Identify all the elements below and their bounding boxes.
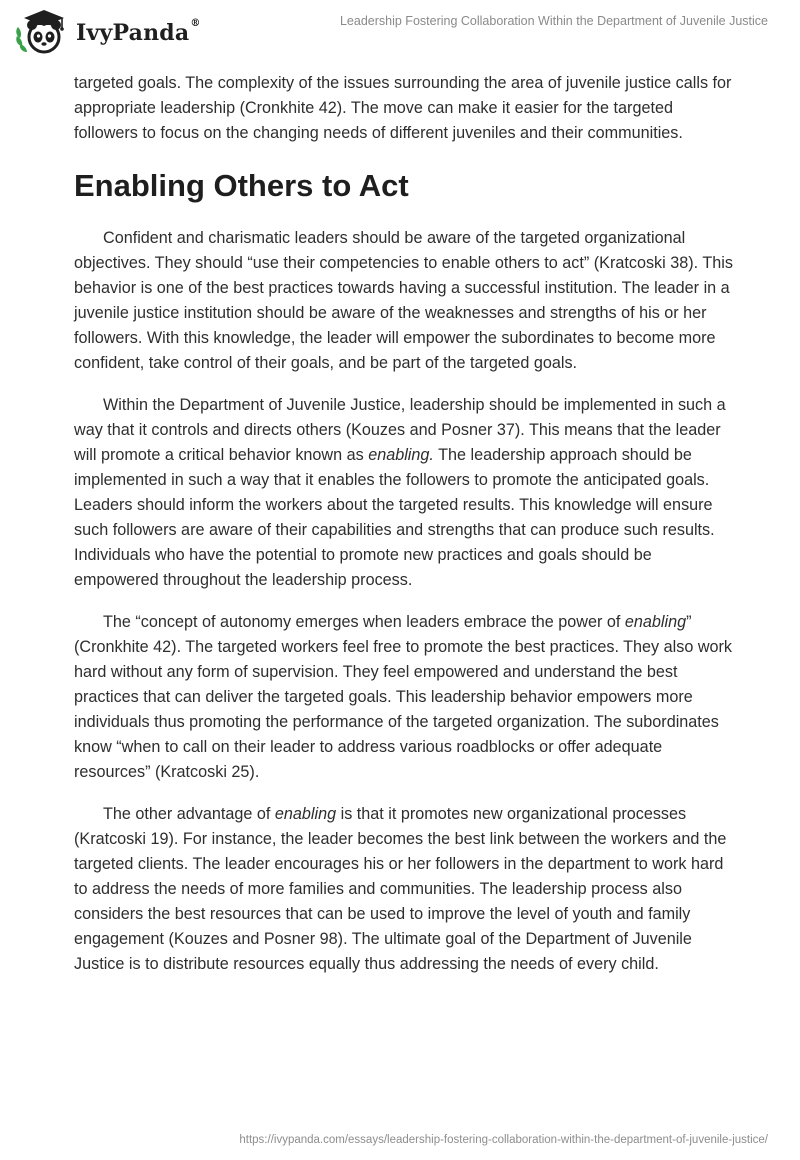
paragraph-4-text-start: The other advantage of (103, 805, 275, 823)
brand-name: IvyPanda® (76, 18, 201, 46)
paragraph-3-emphasis: enabling (624, 613, 687, 631)
paragraph-2-text-start: Within the Department of Juvenile Justice, leadership should be implemented in such a way that it controls and directs others (Kouzes and Posner 37). This means that the leader will promote a critical behavior known as (74, 396, 726, 464)
panda-graduate-icon (14, 8, 70, 56)
paragraph-3-text-end: ” (Cronkhite 42). The targeted workers feel free to promote the best practices. They also work hard without any form of supervision. They feel empowered and understand the best practices that can deliver the targeted goals. This leadership behavior empowers more individuals thus promoting the performance of the targeted organization. The subordinates know “when to call on their leader to address various roadblocks or offer adequate resources” (Kratcoski 25). (74, 613, 733, 781)
paragraph-4-text-end: is that it promotes new organizational processes (Kratcoski 19). For instance, the leader becomes the best link between the workers and the targeted clients. The leader encourages his or her followers in the department to work hard to address the needs of more families and communities. The leadership process also considers the best resources that can be used to improve the level of youth and family engagement (Kouzes and Posner 98). The ultimate goal of the Department of Juvenile Justice is to distribute resources equally thus addressing the needs of every child. (74, 805, 727, 973)
paragraph-3-text-start: The “concept of autonomy emerges when leaders embrace the power of (103, 613, 625, 631)
source-url[interactable]: https://ivypanda.com/essays/leadership-fostering-collaboration-within-the-department-of-juvenile-justice/ (239, 1134, 768, 1146)
paragraph-1: Confident and charismatic leaders should be aware of the targeted organizational objectives. They should “use their competencies to enable others to act” (Kratcoski 38). This behavior is one of the best practices towards having a successful institution. The leader in a juvenile justice institution should be aware of the weaknesses and strengths of his or her followers. With this knowledge, the leader will empower the subordinates to become more confident, take control of their goals, and be part of the targeted goals. (74, 229, 733, 372)
paragraph-2 (74, 393, 734, 593)
paragraph-4 (74, 802, 734, 977)
paragraph-2-emphasis: enabling. (368, 446, 434, 464)
running-title: Leadership Fostering Collaboration Within the Department of Juvenile Justice (339, 14, 768, 28)
paragraph-2-text-end: The leadership approach should be implemented in such a way that it enables the followers to promote the anticipated goals. Leaders should inform the workers about the targeted results. This knowledge will ensure such followers are aware of their capabilities and strengths that can produce such results. Individuals who have the potential to promote new practices and goals should be empowered throughout the leadership process. (74, 446, 715, 589)
paragraph-3 (74, 610, 734, 785)
ivypanda-logo[interactable] (14, 8, 214, 56)
intro-paragraph: targeted goals. The complexity of the issues surrounding the area of juvenile justice calls for appropriate leadership (Cronkhite 42). The move can make it easier for the targeted followers to focus on the changing needs of different juveniles and their communities. (74, 74, 732, 142)
essay-content (74, 71, 734, 994)
section-heading: Enabling Others to Act (74, 168, 409, 203)
paragraph-4-emphasis: enabling (274, 805, 337, 823)
page-header (0, 0, 800, 64)
